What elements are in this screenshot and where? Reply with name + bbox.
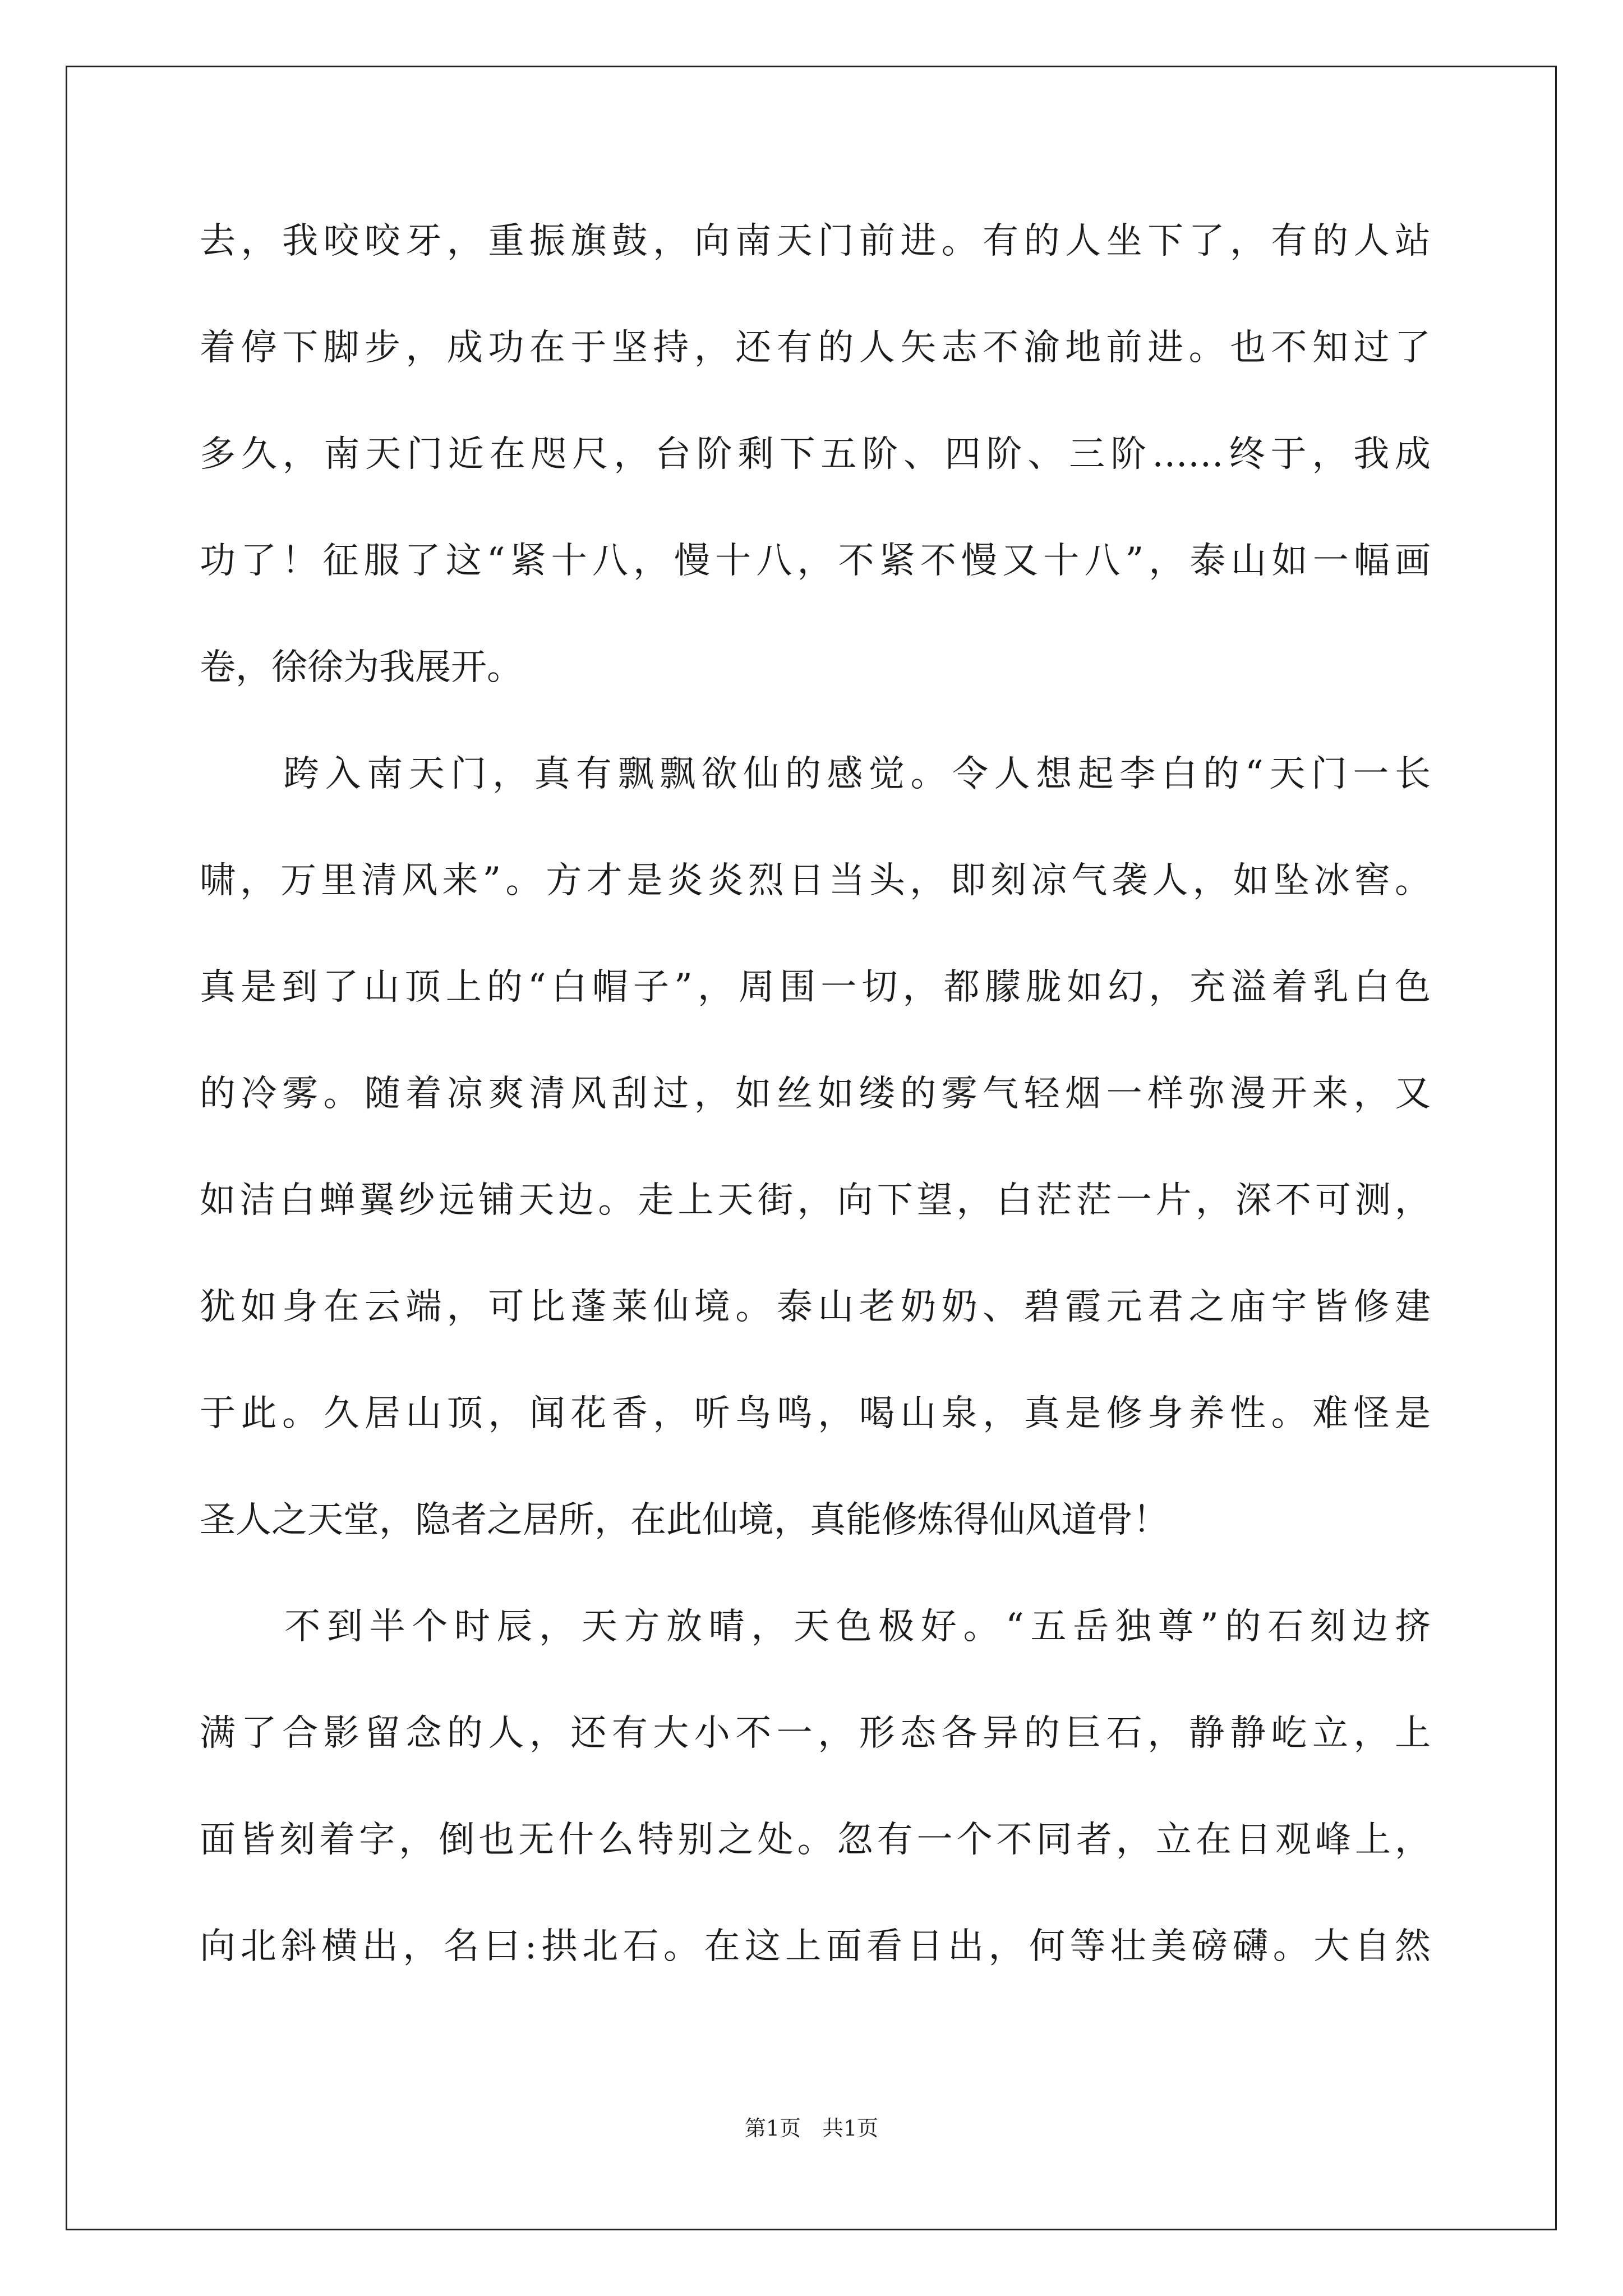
text-line: 满了合影留念的人，还有大小不一，形态各异的巨石，静静屹立，上: [200, 1713, 1431, 1754]
text-line: 于此。久居山顶，闻花香，听鸟鸣，喝山泉，真是修身养性。难怪是: [200, 1393, 1431, 1434]
text-line: 着停下脚步，成功在于坚持，还有的人矢志不渝地前进。也不知过了: [200, 327, 1431, 369]
document-body: [200, 220, 1431, 2035]
text-line: 多久，南天门近在咫尺，台阶剩下五阶、四阶、三阶……终于，我成: [200, 434, 1431, 475]
text-line: 真是到了山顶上的“白帽子”，周围一切，都朦胧如幻，充溢着乳白色: [200, 967, 1431, 1008]
text-line: 向北斜横出，名曰:拱北石。在这上面看日出，何等壮美磅礴。大自然: [200, 1926, 1431, 1967]
text-line: 面皆刻着字，倒也无什么特别之处。忽有一个不同者，立在日观峰上，: [200, 1819, 1431, 1861]
text-line: 如洁白蝉翼纱远铺天边。走上天街，向下望，白茫茫一片，深不可测，: [200, 1180, 1431, 1221]
text-line: 啸，万里清风来”。方才是炎炎烈日当头，即刻凉气袭人，如坠冰窖。: [200, 860, 1431, 901]
text-line: 去，我咬咬牙，重振旗鼓，向南天门前进。有的人坐下了，有的人站: [200, 220, 1431, 262]
text-line: 犹如身在云端，可比蓬莱仙境。泰山老奶奶、碧霞元君之庙宇皆修建: [200, 1286, 1431, 1328]
text-line: 的冷雾。随着凉爽清风刮过，如丝如缕的雾气轻烟一样弥漫开来，又: [200, 1073, 1431, 1115]
text-line: 功了！征服了这“紧十八，慢十八，不紧不慢又十八”，泰山如一幅画: [200, 540, 1431, 582]
page-footer: 第1页 共1页: [744, 2116, 879, 2141]
text-line-paragraph-end: 圣人之天堂，隐者之居所，在此仙境，真能修炼得仙风道骨！: [200, 1499, 1169, 1541]
text-line-paragraph-start: 不到半个时辰，天方放晴，天色极好。“五岳独尊”的石刻边挤: [200, 1606, 1431, 1648]
text-line-paragraph-start: 跨入南天门，真有飘飘欲仙的感觉。令人想起李白的“天门一长: [200, 753, 1431, 795]
text-line-paragraph-end: 卷，徐徐为我展开。: [200, 647, 523, 688]
